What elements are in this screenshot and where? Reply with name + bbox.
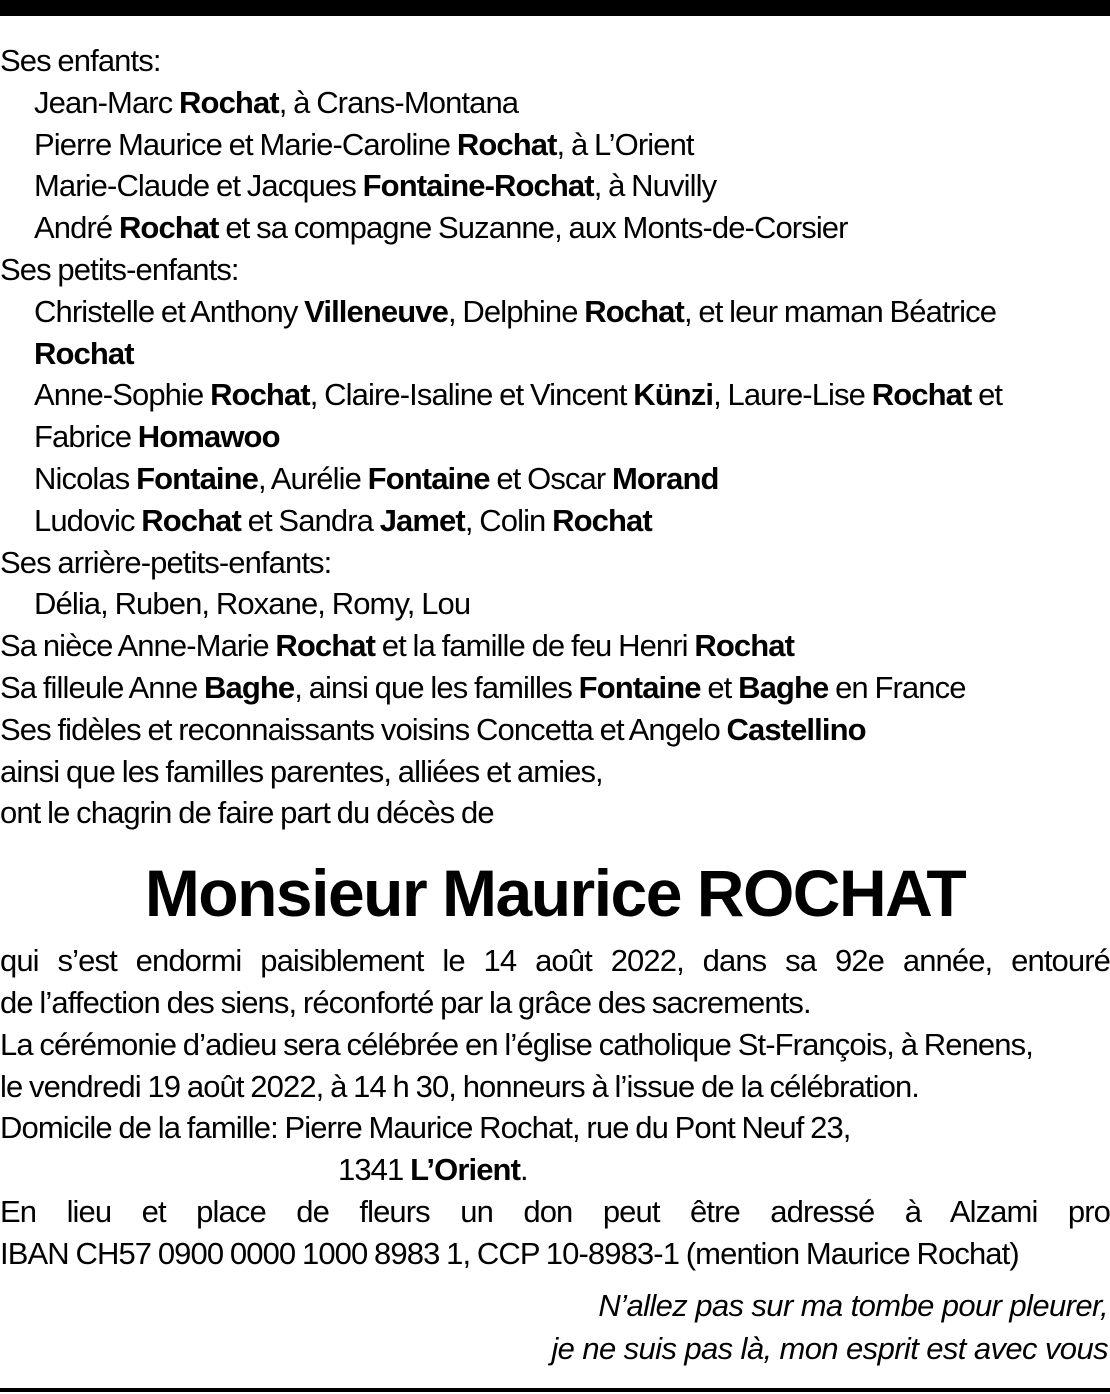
child-line: Marie-Claude et Jacques Fontaine-Rochat, à Nuvilly	[34, 168, 717, 204]
grandchild-line: Anne-Sophie Rochat, Claire-Isaline et Vincent Künzi, Laure-Lise Rochat et	[34, 377, 1003, 413]
ceremony-date-line: le vendredi 19 août 2022, à 14 h 30, honneurs à l’issue de la célébration.	[0, 1068, 919, 1104]
family-address-line: Domicile de la famille: Pierre Maurice Rochat, rue du Pont Neuf 23,	[0, 1110, 851, 1146]
children-label: Ses enfants:	[0, 43, 161, 78]
neighbours-line: Ses fidèles et reconnaissants voisins Concetta et Angelo Castellino	[0, 711, 866, 747]
family-address-city: 1341 L’Orient.	[338, 1152, 528, 1188]
donation-line: En lieu et place de fleurs un don peut être adressé à Alzami pro	[0, 1193, 1110, 1229]
obituary-text	[0, 40, 1110, 1275]
grandchild-line: Ludovic Rochat et Sandra Jamet, Colin Rochat	[34, 502, 652, 538]
child-line: Pierre Maurice et Marie-Caroline Rochat, à L’Orient	[34, 126, 694, 162]
child-line: André Rochat et sa compagne Suzanne, aux Monts-de-Corsier	[34, 210, 848, 246]
relatives-line: ainsi que les familles parentes, alliées et amies,	[0, 753, 603, 789]
quote-line: je ne suis pas là, mon esprit est avec vous	[551, 1331, 1108, 1366]
closing-quote	[551, 1284, 1108, 1370]
grandchild-line: Nicolas Fontaine, Aurélie Fontaine et Oscar Morand	[34, 460, 719, 496]
quote-line: N’allez pas sur ma tombe pour pleurer,	[598, 1288, 1108, 1323]
deceased-name: Monsieur Maurice ROCHAT	[144, 856, 966, 931]
grandchild-line-cont: Rochat	[34, 335, 134, 371]
great-grandchildren-line: Délia, Ruben, Roxane, Romy, Lou	[34, 586, 471, 622]
announcement-line: ont le chagrin de faire part du décès de	[0, 795, 494, 831]
grandchild-line-cont: Fabrice Homawoo	[34, 419, 280, 455]
top-rule	[0, 0, 1110, 16]
grandchildren-label: Ses petits-enfants:	[0, 251, 239, 287]
ceremony-line: La cérémonie d’adieu sera célébrée en l’église catholique St-François, à Renens,	[0, 1026, 1033, 1062]
iban-line: IBAN CH57 0900 0000 1000 8983 1, CCP 10-8983-1 (mention Maurice Rochat)	[0, 1235, 1019, 1271]
details-line: qui s’est endormi paisiblement le 14 août 2022, dans sa 92e année, entouré	[0, 943, 1110, 979]
goddaughter-line: Sa filleule Anne Baghe, ainsi que les familles Fontaine et Baghe en France	[0, 669, 966, 705]
bottom-rule	[0, 1388, 1110, 1392]
details-line: de l’affection des siens, réconforté par la grâce des sacrements.	[0, 984, 811, 1020]
niece-line: Sa nièce Anne-Marie Rochat et la famille de feu Henri Rochat	[0, 628, 795, 664]
child-line: Jean-Marc Rochat, à Crans-Montana	[34, 84, 519, 120]
grandchild-line: Christelle et Anthony Villeneuve, Delphine Rochat, et leur maman Béatrice	[34, 293, 997, 329]
great-grandchildren-label: Ses arrière-petits-enfants:	[0, 544, 332, 580]
